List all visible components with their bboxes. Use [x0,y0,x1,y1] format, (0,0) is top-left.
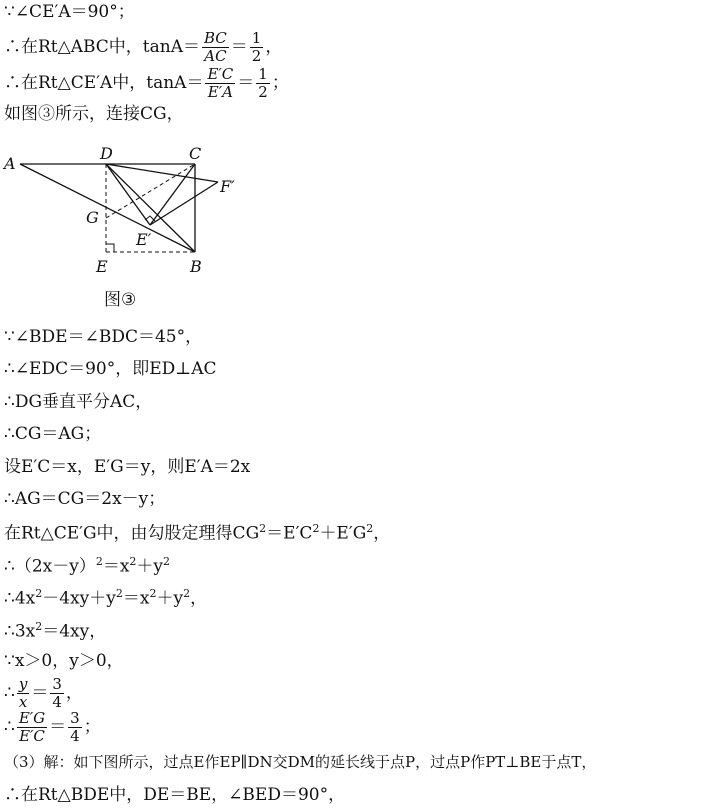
right-angle-mark [106,244,114,252]
exponent: 2 [129,555,137,568]
text: ∴4x [4,588,36,609]
text: ， [373,523,391,544]
denominator: 4 [52,693,62,711]
line-ab [20,164,195,252]
punct: ， [65,683,83,703]
exponent: 2 [259,522,267,535]
text: ＋y [156,588,184,609]
text: ∴（2x－y） [4,556,96,577]
fraction-ec-ea [205,66,235,101]
line-3 [4,66,289,101]
punct: ； [83,717,101,737]
exponent: 2 [312,522,320,535]
denominator: E′C [19,727,45,745]
label-g: G [86,208,99,227]
line-e2c [150,164,195,225]
numerator: 1 [251,29,262,47]
line-4: 如图③所示，连接CG， [4,104,184,124]
line-9: 设E′C＝x，E′G＝y，则E′A＝2x [4,457,251,477]
line-6: ∴∠EDC＝90°，即ED⊥AC [4,359,217,379]
line-8: ∴CG＝AG； [4,424,102,444]
line-11 [4,523,390,543]
numerator: BC [204,29,227,47]
line-df [106,164,218,182]
line-7: ∴DG垂直平分AC， [4,392,153,412]
text: ∴3x [4,621,36,642]
equals: ＝ [237,73,255,93]
label-e-prime: E′ [136,230,152,249]
text: ， [190,588,208,609]
line-15: ∵x＞0，y＞0， [4,651,124,671]
line-17 [4,710,101,745]
exponent: 2 [115,587,123,600]
text: ＝4xy， [42,621,107,642]
text: ＋y [136,556,164,577]
exponent: 2 [35,620,43,633]
line-3-text: ∴在Rt△CE′A中，tanA＝ [4,73,204,93]
equals: ＝ [49,717,67,737]
line-19: ∴在Rt△BDE中，DE＝BE，∠BED＝90°， [4,785,346,805]
numerator: 3 [52,675,62,693]
exponent: 2 [183,587,191,600]
text: －4xy＋y [42,588,116,609]
figure-caption: 图③ [104,290,137,310]
text: 在Rt△CE′G中，由勾股定理得CG [4,523,260,544]
text: ∴ [4,717,15,737]
text: ＋E′G [319,523,367,544]
punct: ； [271,73,289,93]
line-16 [4,676,83,711]
line-1: ∵∠CE′A＝90°； [4,2,135,22]
line-5: ∵∠BDE＝∠BDC＝45°， [4,327,203,347]
text: ＝x [122,588,150,609]
line-12 [4,556,170,576]
text: ＝x [102,556,130,577]
numerator: 3 [70,709,80,727]
fraction-bc-ac [202,30,229,65]
numerator: E′G [18,709,46,727]
line-2-text: ∴在Rt△ABC中，tanA＝ [4,37,200,57]
label-e: E [96,257,108,276]
label-a: A [4,154,16,173]
denominator: AC [204,47,227,65]
line-14 [4,621,106,641]
fraction-3-4 [68,710,82,745]
label-b: B [190,257,202,276]
fraction-3-4 [50,676,64,711]
dashed-gc [106,164,195,218]
text: ＝E′C [266,523,313,544]
equals: ＝ [230,37,248,57]
exponent: 2 [35,587,43,600]
geometry-figure [0,142,260,282]
numerator: 1 [258,65,268,83]
numerator: y [18,675,28,693]
punct: ， [265,37,283,57]
fraction-half [256,66,270,101]
text: ∴ [4,683,15,703]
label-d: D [100,144,113,163]
line-2 [4,30,282,65]
line-e2f [150,182,218,225]
exponent: 2 [95,555,103,568]
exponent: 2 [163,555,171,568]
line-18: （3）解：如下图所示，过点E作EP∥DN交DM的延长线于点P，过点P作PT⊥BE于点T， [4,753,597,771]
exponent: 2 [366,522,374,535]
denominator: 4 [70,727,80,745]
label-f: F′ [220,177,235,196]
denominator: E′A [207,83,233,101]
denominator: x [18,693,28,711]
equals: ＝ [31,683,49,703]
fraction-eg-ec [17,710,47,745]
denominator: 2 [251,47,262,65]
fraction-half [250,30,264,65]
line-13 [4,588,207,608]
denominator: 2 [258,83,268,101]
fraction-y-x [17,676,29,711]
line-de2 [106,164,150,225]
numerator: E′C [207,65,234,83]
label-c: C [189,144,202,163]
line-10: ∴AG＝CG＝2x－y； [4,489,166,509]
exponent: 2 [149,587,157,600]
